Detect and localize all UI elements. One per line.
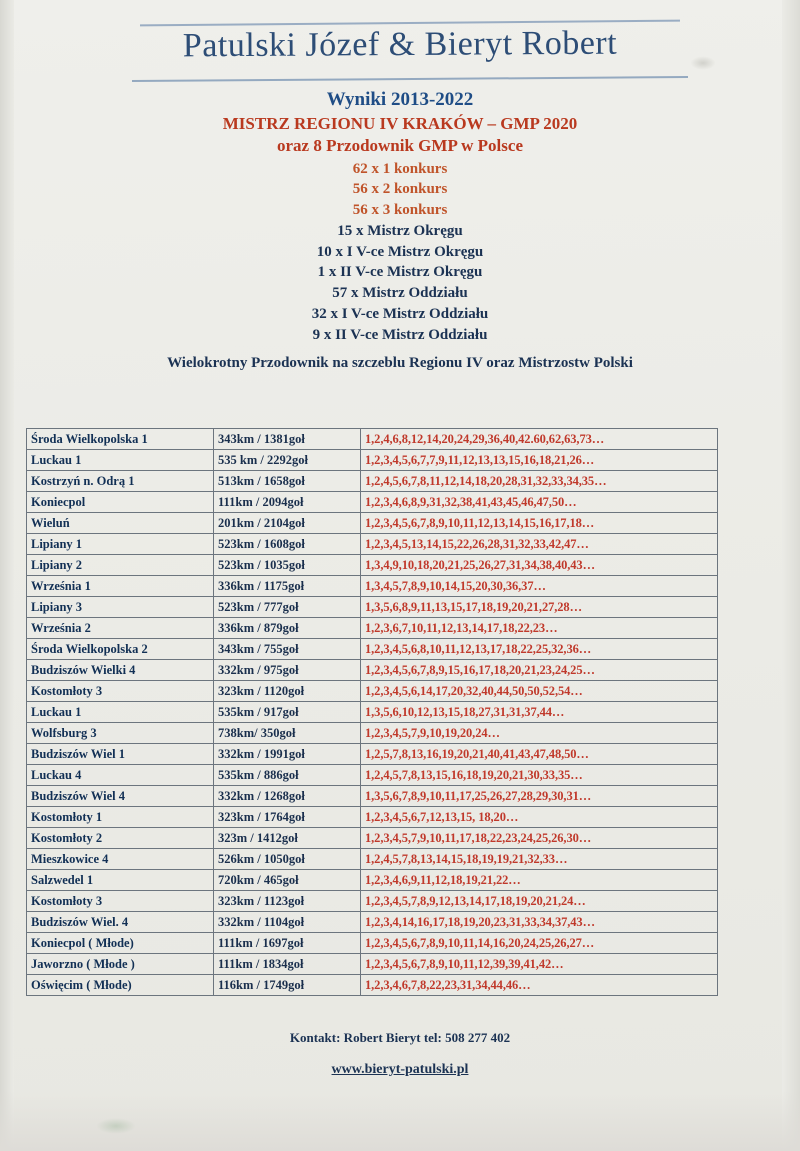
cell-distance: 323m / 1412goł <box>214 828 361 849</box>
table-row <box>27 786 718 807</box>
cell-distance: 523km / 1608goł <box>214 534 361 555</box>
cell-series: 1,2,3,4,5,6,7,8,9,10,11,12,39,39,41,42… <box>361 954 718 975</box>
cell-place: Września 1 <box>27 576 214 597</box>
headline-line: 15 x Mistrz Okręgu <box>337 222 463 239</box>
page-title: Patulski Józef & Bieryt Robert <box>182 24 618 65</box>
cell-place: Luckau 1 <box>27 702 214 723</box>
table-row <box>27 723 718 744</box>
table-row <box>27 912 718 933</box>
cell-distance: 336km / 879goł <box>214 618 361 639</box>
headline-line: 56 x 2 konkurs <box>352 181 448 198</box>
cell-place: Jaworzno ( Młode ) <box>27 954 214 975</box>
cell-place: Budziszów Wiel 4 <box>27 786 214 807</box>
cell-place: Lipiany 1 <box>27 534 214 555</box>
table-row <box>27 807 718 828</box>
table-row <box>27 471 718 492</box>
cell-place: Oświęcim ( Młode) <box>27 975 214 996</box>
table-row <box>27 681 718 702</box>
cell-distance: 523km / 777goł <box>214 597 361 618</box>
cell-series: 1,2,3,4,6,8,9,31,32,38,41,43,45,46,47,50… <box>361 492 718 513</box>
cell-distance: 535 km / 2292goł <box>214 450 361 471</box>
table-row <box>27 870 718 891</box>
cell-distance: 111km / 2094goł <box>214 492 361 513</box>
cell-place: Września 2 <box>27 618 214 639</box>
table-row <box>27 660 718 681</box>
cell-series: 1,2,3,4,5,6,7,8,9,10,11,14,16,20,24,25,26,27… <box>361 933 718 954</box>
cell-distance: 332km / 975goł <box>214 660 361 681</box>
website-link[interactable] <box>0 1062 800 1078</box>
cell-place: Kostomłoty 2 <box>27 828 214 849</box>
table-row <box>27 954 718 975</box>
cell-place: Kostomłoty 1 <box>27 807 214 828</box>
cell-series: 1,3,5,6,7,8,9,10,11,17,25,26,27,28,29,30,31… <box>361 786 718 807</box>
headline-line: Wyniki 2013-2022 <box>326 89 474 110</box>
headline-line: MISTRZ REGIONU IV KRAKÓW – GMP 2020 <box>222 113 578 133</box>
cell-series: 1,2,3,4,5,6,14,17,20,32,40,44,50,50,52,54… <box>361 681 718 702</box>
cell-series: 1,2,4,5,7,8,13,14,15,18,19,19,21,32,33… <box>361 849 718 870</box>
table-row <box>27 618 718 639</box>
cell-place: Kostrzyń n. Odrą 1 <box>27 471 214 492</box>
table-row <box>27 933 718 954</box>
cell-series: 1,2,4,5,6,7,8,11,12,14,18,20,28,31,32,33,34,35… <box>361 471 718 492</box>
table-row <box>27 828 718 849</box>
cell-series: 1,3,4,5,7,8,9,10,14,15,20,30,36,37… <box>361 576 718 597</box>
cell-place: Środa Wielkopolska 1 <box>27 429 214 450</box>
cell-distance: 738km/ 350goł <box>214 723 361 744</box>
cell-place: Lipiany 3 <box>27 597 214 618</box>
table-row <box>27 744 718 765</box>
paper-smudge-bottom <box>96 1118 136 1134</box>
cell-distance: 111km / 1697goł <box>214 933 361 954</box>
headline-line: 57 x Mistrz Oddziału <box>332 285 468 302</box>
table-row <box>27 429 718 450</box>
cell-distance: 201km / 2104goł <box>214 513 361 534</box>
cell-series: 1,2,3,4,5,6,7,8,9,15,16,17,18,20,21,23,24,25… <box>361 660 718 681</box>
cell-place: Koniecpol ( Młode) <box>27 933 214 954</box>
cell-distance: 720km / 465goł <box>214 870 361 891</box>
table-row <box>27 597 718 618</box>
cell-distance: 523km / 1035goł <box>214 555 361 576</box>
headline-line: 32 x I V-ce Mistrz Oddziału <box>311 305 489 322</box>
table-row <box>27 576 718 597</box>
table-row <box>27 975 718 996</box>
table-row <box>27 891 718 912</box>
cell-place: Koniecpol <box>27 492 214 513</box>
results-table-wrap <box>26 428 690 996</box>
cell-series: 1,2,4,6,8,12,14,20,24,29,36,40,42.60,62,63,73… <box>361 429 718 450</box>
cell-series: 1,2,4,5,7,8,13,15,16,18,19,20,21,30,33,35… <box>361 765 718 786</box>
headline-line: 10 x I V-ce Mistrz Okręgu <box>316 243 484 260</box>
headline-line: Wielokrotny Przodownik na szczeblu Regionu IV oraz Mistrzostw Polski <box>167 355 633 372</box>
table-row <box>27 702 718 723</box>
cell-series: 1,2,3,4,5,6,7,7,9,11,12,13,13,15,16,18,21,26… <box>361 450 718 471</box>
table-row <box>27 534 718 555</box>
table-row <box>27 765 718 786</box>
paper-smudge <box>690 56 716 70</box>
cell-series: 1,2,3,4,5,6,8,10,11,12,13,17,18,22,25,32,36… <box>361 639 718 660</box>
cell-series: 1,3,5,6,8,9,11,13,15,17,18,19,20,21,27,28… <box>361 597 718 618</box>
cell-distance: 332km / 1991goł <box>214 744 361 765</box>
cell-series: 1,2,3,6,7,10,11,12,13,14,17,18,22,23… <box>361 618 718 639</box>
cell-distance: 526km / 1050goł <box>214 849 361 870</box>
table-row <box>27 492 718 513</box>
cell-distance: 343km / 1381goł <box>214 429 361 450</box>
table-row <box>27 450 718 471</box>
cell-series: 1,3,5,6,10,12,13,15,18,27,31,31,37,44… <box>361 702 718 723</box>
cell-series: 1,2,3,4,5,6,7,8,9,10,11,12,13,14,15,16,17,18… <box>361 513 718 534</box>
headline-block <box>0 90 800 372</box>
cell-series: 1,2,3,4,6,7,8,22,23,31,34,44,46… <box>361 975 718 996</box>
cell-place: Kostomłoty 3 <box>27 681 214 702</box>
cell-series: 1,2,3,4,5,7,9,10,19,20,24… <box>361 723 718 744</box>
cell-distance: 535km / 917goł <box>214 702 361 723</box>
cell-place: Środa Wielkopolska 2 <box>27 639 214 660</box>
cell-series: 1,2,3,4,6,9,11,12,18,19,21,22… <box>361 870 718 891</box>
cell-series: 1,2,3,4,5,13,14,15,22,26,28,31,32,33,42,47… <box>361 534 718 555</box>
cell-place: Budziszów Wiel 1 <box>27 744 214 765</box>
cell-series: 1,2,5,7,8,13,16,19,20,21,40,41,43,47,48,50… <box>361 744 718 765</box>
cell-place: Lipiany 2 <box>27 555 214 576</box>
cell-distance: 332km / 1104goł <box>214 912 361 933</box>
results-table <box>26 428 718 996</box>
headline-line: 62 x 1 konkurs <box>352 160 448 177</box>
cell-distance: 343km / 755goł <box>214 639 361 660</box>
cell-distance: 323km / 1120goł <box>214 681 361 702</box>
cell-place: Luckau 4 <box>27 765 214 786</box>
cell-place: Budziszów Wielki 4 <box>27 660 214 681</box>
headline-line: 56 x 3 konkurs <box>352 202 448 219</box>
headline-line: oraz 8 Przodownik GMP w Polsce <box>277 135 523 155</box>
headline-line: 1 x II V-ce Mistrz Okręgu <box>317 264 483 281</box>
cell-series: 1,2,3,4,14,16,17,18,19,20,23,31,33,34,37,43… <box>361 912 718 933</box>
results-table-body <box>27 429 718 996</box>
contact-line: Kontakt: Robert Bieryt tel: 508 277 402 <box>289 1030 511 1045</box>
website-link-text: www.bieryt-patulski.pl <box>331 1062 469 1077</box>
cell-distance: 116km / 1749goł <box>214 975 361 996</box>
cell-series: 1,2,3,4,5,7,9,10,11,17,18,22,23,24,25,26,30… <box>361 828 718 849</box>
cell-place: Wolfsburg 3 <box>27 723 214 744</box>
headline-line: 9 x II V-ce Mistrz Oddziału <box>312 326 488 343</box>
cell-distance: 323km / 1764goł <box>214 807 361 828</box>
cell-place: Salzwedel 1 <box>27 870 214 891</box>
cell-place: Kostomłoty 3 <box>27 891 214 912</box>
cell-series: 1,3,4,9,10,18,20,21,25,26,27,31,34,38,40,43… <box>361 555 718 576</box>
cell-distance: 323km / 1123goł <box>214 891 361 912</box>
table-row <box>27 639 718 660</box>
cell-distance: 336km / 1175goł <box>214 576 361 597</box>
cell-place: Luckau 1 <box>27 450 214 471</box>
cell-place: Budziszów Wiel. 4 <box>27 912 214 933</box>
table-row <box>27 555 718 576</box>
table-row <box>27 849 718 870</box>
table-row <box>27 513 718 534</box>
cell-distance: 535km / 886goł <box>214 765 361 786</box>
cell-place: Wieluń <box>27 513 214 534</box>
cell-distance: 111km / 1834goł <box>214 954 361 975</box>
cell-distance: 332km / 1268goł <box>214 786 361 807</box>
cell-distance: 513km / 1658goł <box>214 471 361 492</box>
cell-place: Mieszkowice 4 <box>27 849 214 870</box>
cell-series: 1,2,3,4,5,7,8,9,12,13,14,17,18,19,20,21,24… <box>361 891 718 912</box>
cell-series: 1,2,3,4,5,6,7,12,13,15, 18,20… <box>361 807 718 828</box>
title-divider-bottom <box>132 76 688 82</box>
